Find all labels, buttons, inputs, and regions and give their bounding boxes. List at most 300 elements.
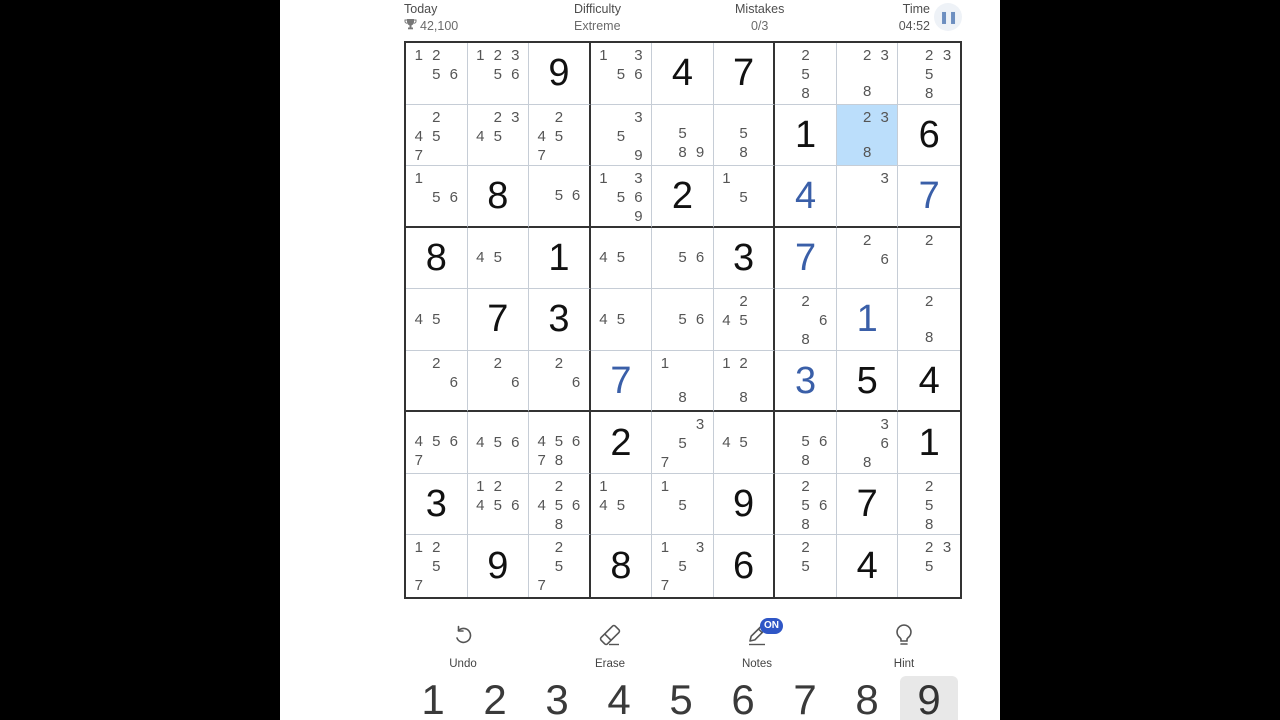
note-7 xyxy=(472,392,490,408)
note-6: 6 xyxy=(571,432,581,450)
note-9 xyxy=(567,576,584,595)
cell-r2c2[interactable] xyxy=(468,105,530,167)
cell-r6c5[interactable] xyxy=(652,351,714,413)
cell-notes xyxy=(656,292,709,347)
note-2: 2 xyxy=(801,539,810,557)
cell-r2c5[interactable] xyxy=(652,105,714,167)
cell-notes xyxy=(595,108,648,163)
note-6: 6 xyxy=(695,310,705,328)
note-3: 3 xyxy=(634,170,643,188)
note-4 xyxy=(533,373,550,392)
cell-notes xyxy=(595,46,648,101)
cell-r2c1[interactable] xyxy=(406,105,468,167)
note-2 xyxy=(612,231,630,249)
cell-notes xyxy=(779,46,832,101)
note-6 xyxy=(938,250,956,268)
cell-r5c5[interactable] xyxy=(652,289,714,351)
note-6: 6 xyxy=(511,434,520,452)
cell-r2c9[interactable] xyxy=(898,105,960,167)
note-7 xyxy=(656,143,674,162)
hint-button[interactable] xyxy=(864,620,944,670)
note-3 xyxy=(814,292,832,311)
note-9 xyxy=(691,453,709,472)
note-9 xyxy=(814,576,832,594)
cell-r9c7[interactable] xyxy=(775,535,837,597)
note-4: 4 xyxy=(476,434,485,452)
cell-notes xyxy=(656,231,709,286)
cell-r8c3[interactable] xyxy=(529,474,591,536)
number-key-7[interactable]: 7 xyxy=(793,676,817,720)
note-1 xyxy=(902,46,920,65)
note-5: 5 xyxy=(678,558,687,576)
cell-r1c8[interactable] xyxy=(837,43,899,105)
cell-r9c8[interactable] xyxy=(837,535,899,597)
note-2: 2 xyxy=(493,477,502,495)
cell-r1c5[interactable] xyxy=(652,43,714,105)
given-digit: 9 xyxy=(548,52,570,95)
cell-r6c1[interactable] xyxy=(406,351,468,413)
note-2: 2 xyxy=(432,354,441,372)
note-1 xyxy=(533,477,550,496)
entered-digit: 1 xyxy=(856,298,878,341)
note-8 xyxy=(489,515,507,532)
given-digit: 4 xyxy=(918,359,940,402)
note-2: 2 xyxy=(801,47,810,64)
cell-notes xyxy=(902,477,956,532)
note-5: 5 xyxy=(925,558,934,576)
note-2: 2 xyxy=(862,108,872,126)
note-7 xyxy=(779,515,797,534)
note-3 xyxy=(445,538,463,557)
cell-notes xyxy=(656,477,709,532)
note-4: 4 xyxy=(722,434,731,452)
note-7 xyxy=(779,330,797,349)
note-3 xyxy=(752,292,769,311)
cell-r5c8[interactable] xyxy=(837,289,899,351)
note-2: 2 xyxy=(554,354,564,372)
cell-r1c6[interactable] xyxy=(714,43,776,105)
note-4 xyxy=(410,65,428,84)
note-7 xyxy=(472,452,490,470)
cell-r7c2[interactable] xyxy=(468,412,530,474)
cell-r9c1[interactable] xyxy=(406,535,468,597)
note-8 xyxy=(858,269,876,286)
cell-r1c2[interactable] xyxy=(468,43,530,105)
note-5: 5 xyxy=(554,127,564,145)
note-3 xyxy=(752,108,769,125)
note-8: 8 xyxy=(801,515,810,533)
cell-notes xyxy=(718,169,770,223)
note-1 xyxy=(779,292,797,311)
note-1 xyxy=(410,108,428,127)
note-3 xyxy=(691,354,709,373)
notes-button[interactable] xyxy=(717,620,797,670)
note-6: 6 xyxy=(571,373,581,391)
note-4: 4 xyxy=(537,496,546,514)
cell-r1c1[interactable] xyxy=(406,43,468,105)
note-3 xyxy=(567,477,584,496)
note-8 xyxy=(489,392,507,408)
cell-notes xyxy=(472,231,525,286)
note-6 xyxy=(691,557,709,576)
note-1 xyxy=(779,538,797,557)
given-digit: 4 xyxy=(671,52,694,95)
cell-r3c7[interactable] xyxy=(775,166,837,228)
note-4: 4 xyxy=(414,310,423,328)
note-4 xyxy=(472,65,490,84)
note-6: 6 xyxy=(818,312,828,330)
note-8: 8 xyxy=(925,515,934,533)
note-3: 3 xyxy=(695,416,705,434)
cell-r5c1[interactable] xyxy=(406,289,468,351)
note-8 xyxy=(489,267,507,285)
note-3 xyxy=(630,231,648,249)
cell-r7c1[interactable] xyxy=(406,412,468,474)
note-7 xyxy=(595,329,613,347)
note-2: 2 xyxy=(925,539,934,557)
note-1 xyxy=(595,108,613,127)
cell-r6c8[interactable] xyxy=(837,351,899,413)
note-9 xyxy=(876,143,894,162)
cell-notes xyxy=(841,169,894,223)
note-5: 5 xyxy=(616,66,626,83)
note-9 xyxy=(938,515,956,534)
note-7 xyxy=(841,143,859,162)
number-key-9[interactable]: 9 xyxy=(900,676,958,720)
note-3 xyxy=(567,169,584,186)
note-8 xyxy=(428,207,446,223)
note-7 xyxy=(410,329,428,347)
given-digit: 8 xyxy=(487,174,509,217)
note-2 xyxy=(489,231,507,249)
cell-r6c4[interactable] xyxy=(591,351,653,413)
note-9 xyxy=(445,146,463,165)
note-4: 4 xyxy=(537,127,546,145)
cell-r9c5[interactable] xyxy=(652,535,714,597)
note-1 xyxy=(841,108,859,127)
note-7 xyxy=(902,576,920,594)
cell-r4c5[interactable] xyxy=(652,228,714,290)
cell-r4c1[interactable] xyxy=(406,228,468,290)
cell-r3c2[interactable] xyxy=(468,166,530,228)
cell-r2c3[interactable] xyxy=(529,105,591,167)
cell-notes xyxy=(656,538,709,594)
cell-r5c2[interactable] xyxy=(468,289,530,351)
note-4 xyxy=(779,311,797,330)
cell-r8c4[interactable] xyxy=(591,474,653,536)
note-1 xyxy=(841,231,859,250)
cell-r5c4[interactable] xyxy=(591,289,653,351)
note-1 xyxy=(718,108,735,125)
note-6: 6 xyxy=(449,373,458,391)
note-5: 5 xyxy=(554,558,564,576)
cell-notes xyxy=(779,292,832,347)
cell-notes xyxy=(841,46,894,101)
note-9 xyxy=(507,267,525,285)
note-8 xyxy=(550,205,567,222)
cell-notes xyxy=(533,108,585,163)
note-3 xyxy=(507,354,525,373)
given-digit: 3 xyxy=(732,236,755,279)
note-8: 8 xyxy=(678,144,687,162)
cell-r7c7[interactable] xyxy=(775,412,837,474)
note-8 xyxy=(428,451,446,470)
note-6 xyxy=(630,310,648,329)
cell-r8c5[interactable] xyxy=(652,474,714,536)
number-key-1[interactable]: 1 xyxy=(421,676,445,720)
note-1 xyxy=(841,46,859,65)
note-5: 5 xyxy=(678,496,687,514)
note-4 xyxy=(841,188,859,205)
cell-notes xyxy=(595,169,648,226)
note-2: 2 xyxy=(862,47,872,64)
undo-label: Undo xyxy=(449,658,477,670)
action-bar xyxy=(280,620,1000,672)
cell-r4c3[interactable] xyxy=(529,228,591,290)
entered-digit: 7 xyxy=(610,359,632,402)
note-1 xyxy=(841,169,859,188)
cell-r7c8[interactable] xyxy=(837,412,899,474)
cell-r9c2[interactable] xyxy=(468,535,530,597)
cell-r8c1[interactable] xyxy=(406,474,468,536)
note-9 xyxy=(876,269,894,286)
note-6 xyxy=(814,557,832,576)
cell-r5c9[interactable] xyxy=(898,289,960,351)
cell-r4c8[interactable] xyxy=(837,228,899,290)
note-8 xyxy=(612,146,630,165)
cell-r2c6[interactable] xyxy=(714,105,776,167)
cell-r4c6[interactable] xyxy=(714,228,776,290)
cell-r6c3[interactable] xyxy=(529,351,591,413)
note-9 xyxy=(567,205,584,222)
note-9 xyxy=(445,451,463,470)
note-1 xyxy=(779,46,797,65)
number-key-5[interactable]: 5 xyxy=(669,676,693,720)
cell-notes xyxy=(410,415,463,470)
note-1 xyxy=(533,354,550,373)
cell-r6c9[interactable] xyxy=(898,351,960,413)
note-5 xyxy=(550,373,567,392)
cell-r3c8[interactable] xyxy=(837,166,899,228)
cell-notes xyxy=(595,292,648,347)
cell-r6c2[interactable] xyxy=(468,351,530,413)
cell-notes xyxy=(533,538,585,594)
note-8 xyxy=(920,576,938,594)
hint-label: Hint xyxy=(893,658,915,670)
cell-r3c9[interactable] xyxy=(898,166,960,228)
cell-r8c7[interactable] xyxy=(775,474,837,536)
note-6 xyxy=(938,496,956,515)
cell-r7c4[interactable] xyxy=(591,412,653,474)
note-2: 2 xyxy=(801,477,810,495)
time-label: Time xyxy=(902,2,930,16)
cell-r3c3[interactable] xyxy=(529,166,591,228)
note-2 xyxy=(674,477,692,496)
cell-r9c4[interactable] xyxy=(591,535,653,597)
number-key-2[interactable]: 2 xyxy=(483,676,507,720)
note-4 xyxy=(902,557,920,576)
erase-button[interactable] xyxy=(570,620,650,670)
number-key-3[interactable]: 3 xyxy=(545,676,569,720)
cell-r8c9[interactable] xyxy=(898,474,960,536)
cell-r7c5[interactable] xyxy=(652,412,714,474)
given-digit: 7 xyxy=(856,483,878,526)
note-2: 2 xyxy=(554,477,564,495)
sudoku-app xyxy=(280,0,1000,720)
note-6 xyxy=(445,310,463,329)
number-key-6[interactable]: 6 xyxy=(731,676,755,720)
cell-notes xyxy=(902,231,956,286)
note-5 xyxy=(858,250,876,269)
cell-notes xyxy=(533,354,585,408)
note-9 xyxy=(567,451,584,470)
cell-r8c6[interactable] xyxy=(714,474,776,536)
cell-r5c7[interactable] xyxy=(775,289,837,351)
cell-r7c3[interactable] xyxy=(529,412,591,474)
note-5: 5 xyxy=(493,249,502,267)
note-9 xyxy=(630,329,648,347)
cell-notes xyxy=(410,108,463,163)
note-3 xyxy=(691,292,709,310)
note-5 xyxy=(674,373,692,389)
cell-r4c4[interactable] xyxy=(591,228,653,290)
cell-r1c3[interactable] xyxy=(529,43,591,105)
cell-r4c2[interactable] xyxy=(468,228,530,290)
cell-r3c1[interactable] xyxy=(406,166,468,228)
note-5: 5 xyxy=(432,189,441,207)
note-7: 7 xyxy=(660,454,670,472)
cell-r3c4[interactable] xyxy=(591,166,653,228)
note-9 xyxy=(691,329,709,347)
cell-notes xyxy=(410,538,463,594)
note-2 xyxy=(674,108,692,125)
note-1 xyxy=(533,415,550,432)
entered-digit: 3 xyxy=(795,359,817,402)
cell-r4c9[interactable] xyxy=(898,228,960,290)
note-3 xyxy=(752,169,769,188)
note-9 xyxy=(814,451,832,470)
note-7 xyxy=(410,207,428,223)
cell-r7c9[interactable] xyxy=(898,412,960,474)
note-1 xyxy=(472,415,490,433)
pause-button[interactable] xyxy=(934,3,962,31)
note-6 xyxy=(938,557,956,576)
note-2 xyxy=(550,169,567,186)
given-digit: 4 xyxy=(856,545,878,588)
note-8 xyxy=(674,453,692,472)
note-2 xyxy=(858,169,876,188)
note-5: 5 xyxy=(801,496,810,514)
note-3 xyxy=(938,231,956,250)
note-7 xyxy=(779,84,797,103)
note-3 xyxy=(814,415,832,432)
note-7: 7 xyxy=(537,451,546,469)
note-2: 2 xyxy=(801,293,810,311)
cell-r7c6[interactable] xyxy=(714,412,776,474)
note-8: 8 xyxy=(801,331,810,349)
note-2 xyxy=(428,292,446,310)
cell-r4c7[interactable] xyxy=(775,228,837,290)
note-3 xyxy=(445,415,463,432)
number-key-8[interactable]: 8 xyxy=(855,676,879,720)
note-4 xyxy=(595,65,613,84)
cell-r6c7[interactable] xyxy=(775,351,837,413)
note-6: 6 xyxy=(634,66,643,83)
note-2: 2 xyxy=(862,231,872,249)
cell-r2c4[interactable] xyxy=(591,105,653,167)
undo-icon xyxy=(452,624,474,649)
note-1: 1 xyxy=(660,539,670,557)
note-1 xyxy=(779,415,797,432)
note-9 xyxy=(507,392,525,408)
note-5 xyxy=(858,188,876,205)
undo-button[interactable] xyxy=(423,620,503,670)
note-4: 4 xyxy=(476,249,485,267)
note-7 xyxy=(902,267,920,285)
note-6: 6 xyxy=(511,373,520,391)
cell-r1c4[interactable] xyxy=(591,43,653,105)
cell-r3c5[interactable] xyxy=(652,166,714,228)
cell-notes xyxy=(533,169,585,223)
note-5: 5 xyxy=(432,66,441,83)
note-4 xyxy=(841,65,859,82)
note-9 xyxy=(752,330,769,347)
note-9 xyxy=(876,205,894,222)
cell-r1c7[interactable] xyxy=(775,43,837,105)
cell-r2c8[interactable] xyxy=(837,105,899,167)
note-4 xyxy=(472,373,490,392)
note-2 xyxy=(858,415,876,434)
number-key-4[interactable]: 4 xyxy=(607,676,631,720)
cell-r8c8[interactable] xyxy=(837,474,899,536)
cell-r6c6[interactable] xyxy=(714,351,776,413)
note-4 xyxy=(656,496,674,515)
pause-icon: ❚❚ xyxy=(938,10,958,24)
cell-r1c9[interactable] xyxy=(898,43,960,105)
note-6 xyxy=(752,188,769,207)
note-3 xyxy=(630,292,648,310)
note-1: 1 xyxy=(722,354,731,372)
note-4 xyxy=(779,557,797,576)
cell-r2c7[interactable] xyxy=(775,105,837,167)
note-4 xyxy=(656,434,674,453)
cell-notes xyxy=(902,292,956,347)
cell-r8c2[interactable] xyxy=(468,474,530,536)
cell-notes xyxy=(841,108,894,163)
cell-r9c3[interactable] xyxy=(529,535,591,597)
note-8: 8 xyxy=(801,85,810,102)
cell-r3c6[interactable] xyxy=(714,166,776,228)
cell-notes xyxy=(656,108,709,163)
cell-r9c6[interactable] xyxy=(714,535,776,597)
note-6 xyxy=(752,433,769,452)
note-2: 2 xyxy=(554,108,564,126)
note-1: 1 xyxy=(599,47,608,64)
cell-r9c9[interactable] xyxy=(898,535,960,597)
given-digit: 7 xyxy=(487,298,509,341)
cell-r5c3[interactable] xyxy=(529,289,591,351)
note-7 xyxy=(595,84,613,101)
note-5: 5 xyxy=(801,432,810,450)
note-6: 6 xyxy=(880,435,889,453)
note-9 xyxy=(814,515,832,534)
note-2: 2 xyxy=(925,477,934,495)
note-5 xyxy=(920,311,938,328)
cell-r5c6[interactable] xyxy=(714,289,776,351)
note-8 xyxy=(674,515,692,532)
note-8: 8 xyxy=(801,451,810,469)
note-2 xyxy=(797,415,815,432)
